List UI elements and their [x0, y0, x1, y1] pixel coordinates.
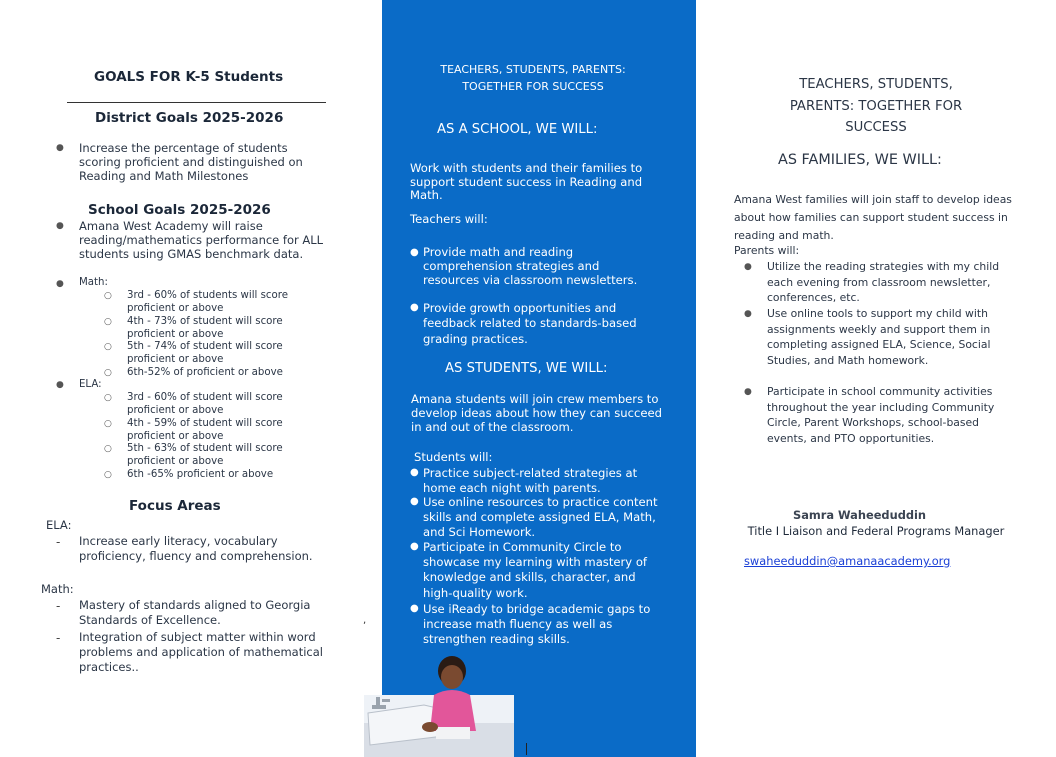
math-goal-3rd: 3rd - 60% of students will score proficient or above: [127, 290, 288, 314]
teacher-item-1: Provide math and reading comprehension strategies and resources via classroom newsletters.: [423, 245, 638, 287]
students-label: Students will:: [414, 450, 493, 464]
bullet-dot: ●: [744, 387, 752, 397]
school-will-heading: AS A SCHOOL, WE WILL:: [437, 122, 598, 137]
parents-label: Parents will:: [734, 244, 800, 257]
contact-email-link[interactable]: swaheeduddin@amanaacademy.org: [744, 554, 951, 568]
parent-item-1: Utilize the reading strategies with my child each evening from classroom newsletter, conferences, etc.: [767, 260, 1000, 305]
stray-mark: ,: [363, 615, 367, 626]
middle-panel: [382, 0, 696, 757]
families-will-text: Amana West families will join staff to develop ideas about how families can support student success in reading and math.: [734, 193, 1012, 242]
bullet-dot: ●: [410, 302, 419, 313]
image-edge-mark: [526, 743, 527, 755]
math-goal-6th: 6th-52% of proficient or above: [127, 367, 283, 378]
dash-bullet: -: [56, 599, 61, 613]
families-will-heading: AS FAMILIES, WE WILL:: [778, 152, 942, 168]
dash-bullet: -: [56, 535, 61, 549]
focus-areas-heading: Focus Areas: [129, 498, 221, 514]
math-goal-5th: 5th - 74% of student will score proficient or above: [127, 341, 283, 365]
bullet-circle: ○: [104, 317, 112, 327]
bullet-circle: ○: [104, 419, 112, 429]
ela-goal-6th: 6th -65% proficient or above: [127, 469, 274, 480]
contact-name: Samra Waheeduddin: [793, 508, 927, 522]
bullet-dot: ●: [56, 279, 64, 289]
bullet-dot: ●: [410, 496, 419, 507]
bullet-circle: ○: [104, 393, 112, 403]
bullet-circle: ○: [104, 368, 112, 378]
teacher-item-2: Provide growth opportunities and feedback related to standards-based grading practices.: [423, 301, 637, 346]
contact-title: Title I Liaison and Federal Programs Manager: [747, 524, 1005, 538]
student-item-1: Practice subject-related strategies at home each night with parents.: [423, 466, 638, 495]
school-goal-text: Amana West Academy will raise reading/mathematics performance for ALL students using GMAS benchmark data.: [79, 219, 324, 261]
school-goals-heading: School Goals 2025-2026: [88, 202, 271, 218]
child-photo: [364, 655, 514, 757]
focus-math-item-1: Mastery of standards aligned to Georgia Standards of Excellence.: [79, 598, 311, 628]
student-item-3: Participate in Community Circle to showcase my learning with mastery of knowledge and skills, character, and high-quality work.: [423, 540, 648, 600]
students-will-text: Amana students will join crew members to develop ideas about how they can succeed in and out of the classroom.: [411, 392, 662, 434]
student-item-4: Use iReady to bridge academic gaps to increase math fluency as well as strengthen reading skills.: [423, 602, 651, 647]
right-header: TEACHERS, STUDENTS, PARENTS: TOGETHER FOR SUCCESS: [789, 77, 963, 135]
focus-math-item-2: Integration of subject matter within word problems and application of mathematical practices..: [79, 630, 323, 675]
district-goal-text: Increase the percentage of students scoring proficient and distinguished on Reading and Math Milestones: [79, 141, 303, 183]
bullet-dot: ●: [744, 262, 752, 272]
bullet-dot: ●: [410, 247, 419, 258]
bullet-circle: ○: [104, 291, 112, 301]
goals-title: GOALS FOR K-5 Students: [94, 69, 284, 85]
school-will-text: Work with students and their families to support student success in Reading and Math.: [410, 161, 643, 202]
bullet-dot: ●: [56, 380, 64, 390]
parent-item-2: Use online tools to support my child with assignments weekly and support them in completing assigned ELA, Science, Social Studies, and Math homework.: [767, 307, 991, 368]
focus-math-label: Math:: [41, 582, 74, 596]
math-label: Math:: [79, 277, 108, 288]
middle-header: TEACHERS, STUDENTS, PARENTS: TOGETHER FOR SUCCESS: [440, 63, 626, 93]
bullet-dot: ●: [56, 143, 64, 153]
ela-goal-3rd: 3rd - 60% of student will score proficient or above: [127, 392, 283, 416]
parent-item-3: Participate in school community activities throughout the year including Community Circle, Parent Workshops, school-based events, and PTO opportunities.: [767, 385, 995, 446]
child-photo-illustration: [364, 655, 514, 757]
focus-ela-item: Increase early literacy, vocabulary proficiency, fluency and comprehension.: [79, 534, 313, 564]
divider: [67, 102, 326, 103]
ela-goal-4th: 4th - 59% of student will score proficient or above: [127, 418, 283, 442]
bullet-dot: ●: [410, 603, 419, 614]
bullet-circle: ○: [104, 342, 112, 352]
students-will-heading: AS STUDENTS, WE WILL:: [445, 361, 608, 376]
math-goal-4th: 4th - 73% of student will score proficient or above: [127, 316, 283, 340]
bullet-dot: ●: [410, 467, 419, 478]
ela-label: ELA:: [79, 379, 102, 390]
dash-bullet: -: [56, 631, 61, 645]
focus-ela-label: ELA:: [46, 518, 72, 532]
teachers-label: Teachers will:: [410, 212, 488, 226]
ela-goal-5th: 5th - 63% of student will score proficient or above: [127, 443, 283, 467]
district-goals-heading: District Goals 2025-2026: [95, 110, 284, 126]
student-item-2: Use online resources to practice content skills and complete assigned ELA, Math, and Sci Homework.: [423, 495, 658, 539]
bullet-dot: ●: [744, 309, 752, 319]
bullet-circle: ○: [104, 444, 112, 454]
bullet-circle: ○: [104, 470, 112, 480]
bullet-dot: ●: [410, 541, 419, 552]
right-panel: [696, 0, 1056, 757]
bullet-dot: ●: [56, 221, 64, 231]
left-panel: [0, 0, 365, 757]
